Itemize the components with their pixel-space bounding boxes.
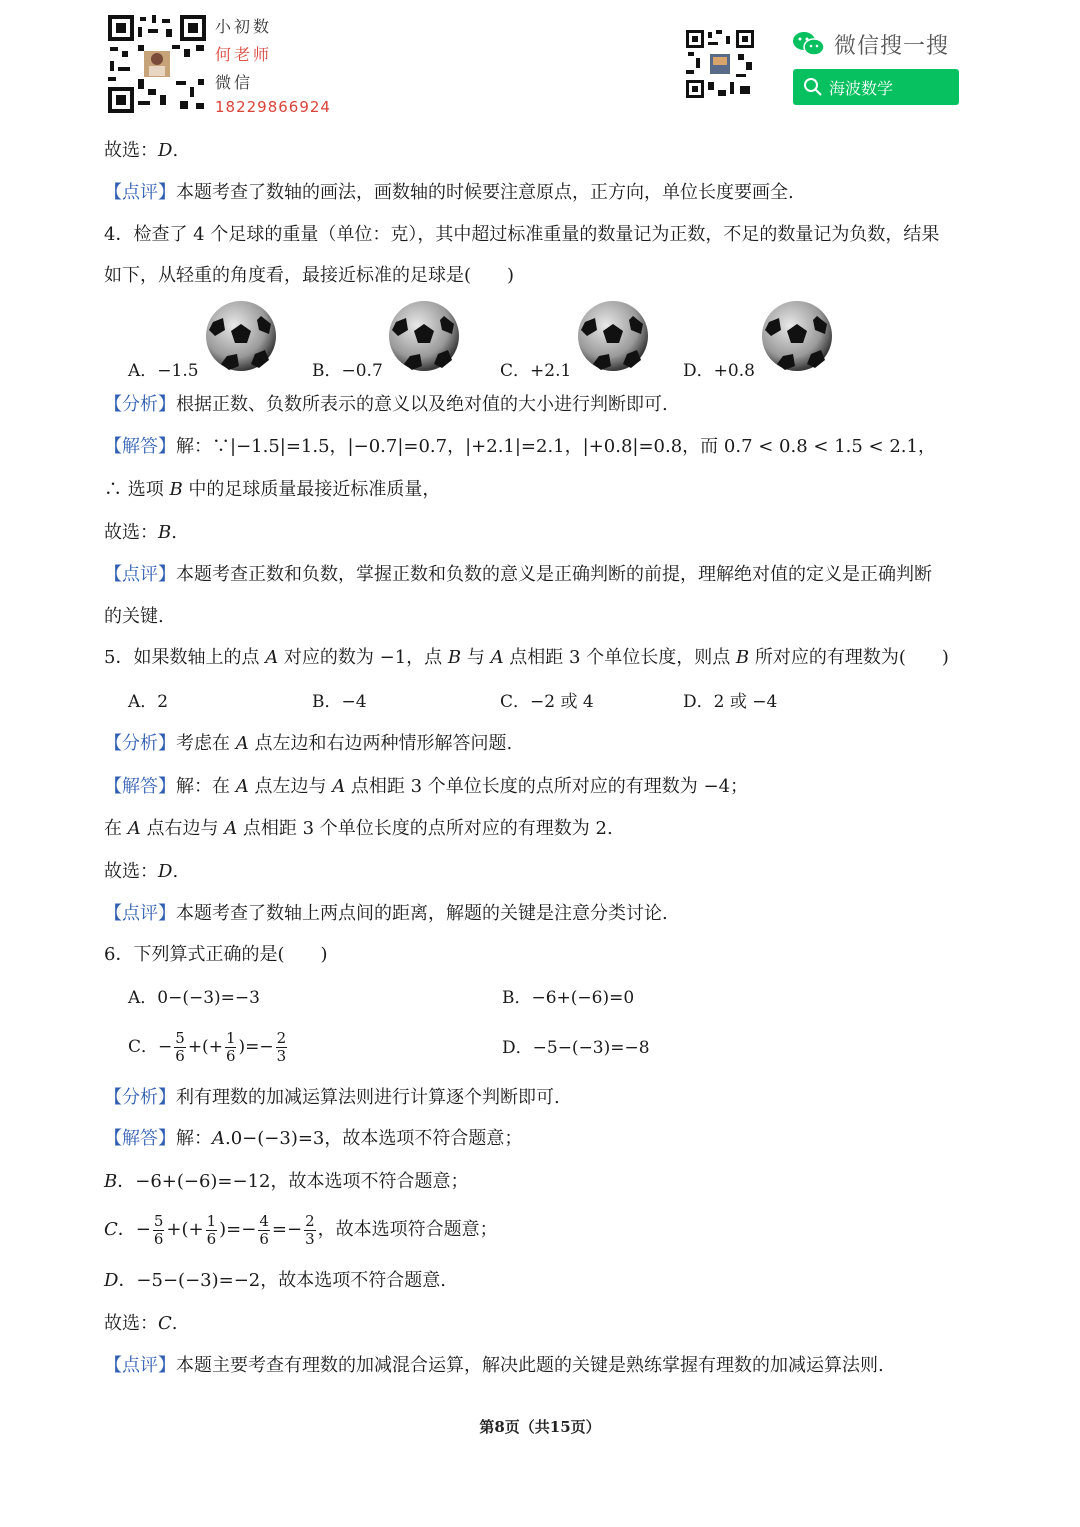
q4-answer: 故选：B. bbox=[104, 522, 177, 543]
q6-option-a: A．0−(−3)=−3 bbox=[128, 988, 260, 1008]
search-icon bbox=[803, 77, 823, 97]
q6-comment: 【点评】本题主要考查有理数的加减混合运算，解决此题的关键是熟练掌握有理数的加减运算法则. bbox=[104, 1355, 884, 1376]
question-6-text: 6．下列算式正确的是( ) bbox=[104, 944, 328, 965]
page-number: 第8页（共15页） bbox=[479, 1418, 601, 1436]
q5-option-a: A．2 bbox=[128, 692, 169, 712]
contact-qr-code bbox=[108, 15, 206, 113]
q4-conclusion: ∴ 选项 B 中的足球质量最接近标准质量， bbox=[104, 479, 441, 500]
q5-solution: 【解答】解：在 A 点左边与 A 点相距 3 个单位长度的点所对应的有理数为 −4； bbox=[104, 776, 749, 797]
wechat-search-brand bbox=[792, 28, 949, 60]
comment-line: 【点评】本题考查了数轴的画法，画数轴的时候要注意原点，正方向，单位长度要画全. bbox=[104, 182, 794, 203]
contact-line-1: 小初数 bbox=[215, 17, 273, 36]
wechat-logo-icon bbox=[792, 30, 826, 58]
q4-analysis: 【分析】根据正数、负数所表示的意义以及绝对值的大小进行判断即可. bbox=[104, 394, 668, 415]
question-4-text: 4．检查了 4 个足球的重量（单位：克），其中超过标准重量的数量记为正数，不足的数量记为负数，结果 bbox=[104, 224, 940, 245]
soccer-ball-b-icon bbox=[388, 300, 460, 372]
q6-analysis: 【分析】利有理数的加减运算法则进行计算逐个判断即可. bbox=[104, 1087, 560, 1108]
q6-solution: 【解答】解：A.0−(−3)=3，故本选项不符合题意； bbox=[104, 1128, 523, 1149]
q4-solution: 【解答】解：∵|−1.5|=1.5，|−0.7|=0.7，|+2.1|=2.1，|+0.8|=0.8，而 0.7 < 0.8 < 1.5 < 2.1， bbox=[104, 436, 936, 457]
q5-option-c: C．−2 或 4 bbox=[500, 692, 594, 712]
q4-option-d: D．+0.8 bbox=[683, 361, 755, 381]
q5-option-d: D．2 或 −4 bbox=[683, 692, 778, 712]
q6-option-b: B．−6+(−6)=0 bbox=[502, 988, 635, 1008]
q4-option-c: C．+2.1 bbox=[500, 361, 572, 381]
q5-solution-cont: 在 A 点右边与 A 点相距 3 个单位长度的点所对应的有理数为 2. bbox=[104, 818, 613, 839]
contact-phone: 18229866924 bbox=[215, 98, 331, 116]
search-box[interactable] bbox=[793, 69, 959, 105]
contact-line-2: 何老师 bbox=[215, 45, 273, 64]
soccer-ball-d-icon bbox=[761, 300, 833, 372]
question-5-text: 5．如果数轴上的点 A 对应的数为 −1，点 B 与 A 点相距 3 个单位长度，则点 B 所对应的有理数为( ) bbox=[104, 647, 949, 668]
question-4-text-cont: 如下，从轻重的角度看，最接近标准的足球是( ) bbox=[104, 265, 515, 286]
q4-comment-cont: 的关键. bbox=[104, 606, 164, 627]
search-query: 海波数学 bbox=[829, 78, 894, 98]
wechat-search-title: 微信搜一搜 bbox=[834, 33, 950, 59]
comment-tag: 【点评】 bbox=[104, 182, 176, 203]
q4-option-a: A．−1.5 bbox=[128, 361, 199, 381]
contact-line-3: 微信 bbox=[215, 73, 254, 92]
q6-solution-c: C．− $\frac{5}{6}$ +(+ $\frac{1}{6}$ )=− $\frac{4}{6}$ =− $\frac{2}{3}$ ，故本选项符合题意； bbox=[104, 1211, 498, 1248]
soccer-ball-a-icon bbox=[205, 300, 277, 372]
q5-comment: 【点评】本题考查了数轴上两点间的距离，解题的关键是注意分类讨论. bbox=[104, 903, 668, 924]
q6-solution-d: D．−5−(−3)=−2，故本选项不符合题意. bbox=[104, 1270, 446, 1291]
q4-option-b: B．−0.7 bbox=[312, 361, 383, 381]
q5-analysis: 【分析】考虑在 A 点左边和右边两种情形解答问题. bbox=[104, 733, 513, 754]
q6-option-d: D．−5−(−3)=−8 bbox=[502, 1038, 650, 1058]
q6-solution-b: B．−6+(−6)=−12，故本选项不符合题意； bbox=[104, 1171, 469, 1192]
answer-line: 故选：D. bbox=[104, 140, 179, 161]
search-qr-code bbox=[686, 30, 754, 98]
q5-option-b: B．−4 bbox=[312, 692, 367, 712]
soccer-ball-c-icon bbox=[577, 300, 649, 372]
q6-option-c: C．− $\frac{5}{6}$ +(+ $\frac{1}{6}$ )=− $\frac{2}{3}$ bbox=[128, 1029, 287, 1065]
q4-comment: 【点评】本题考查正数和负数，掌握正数和负数的意义是正确判断的前提，理解绝对值的定义是正确判断 bbox=[104, 564, 932, 585]
q5-answer: 故选：D. bbox=[104, 861, 179, 882]
q6-answer: 故选：C. bbox=[104, 1313, 178, 1334]
